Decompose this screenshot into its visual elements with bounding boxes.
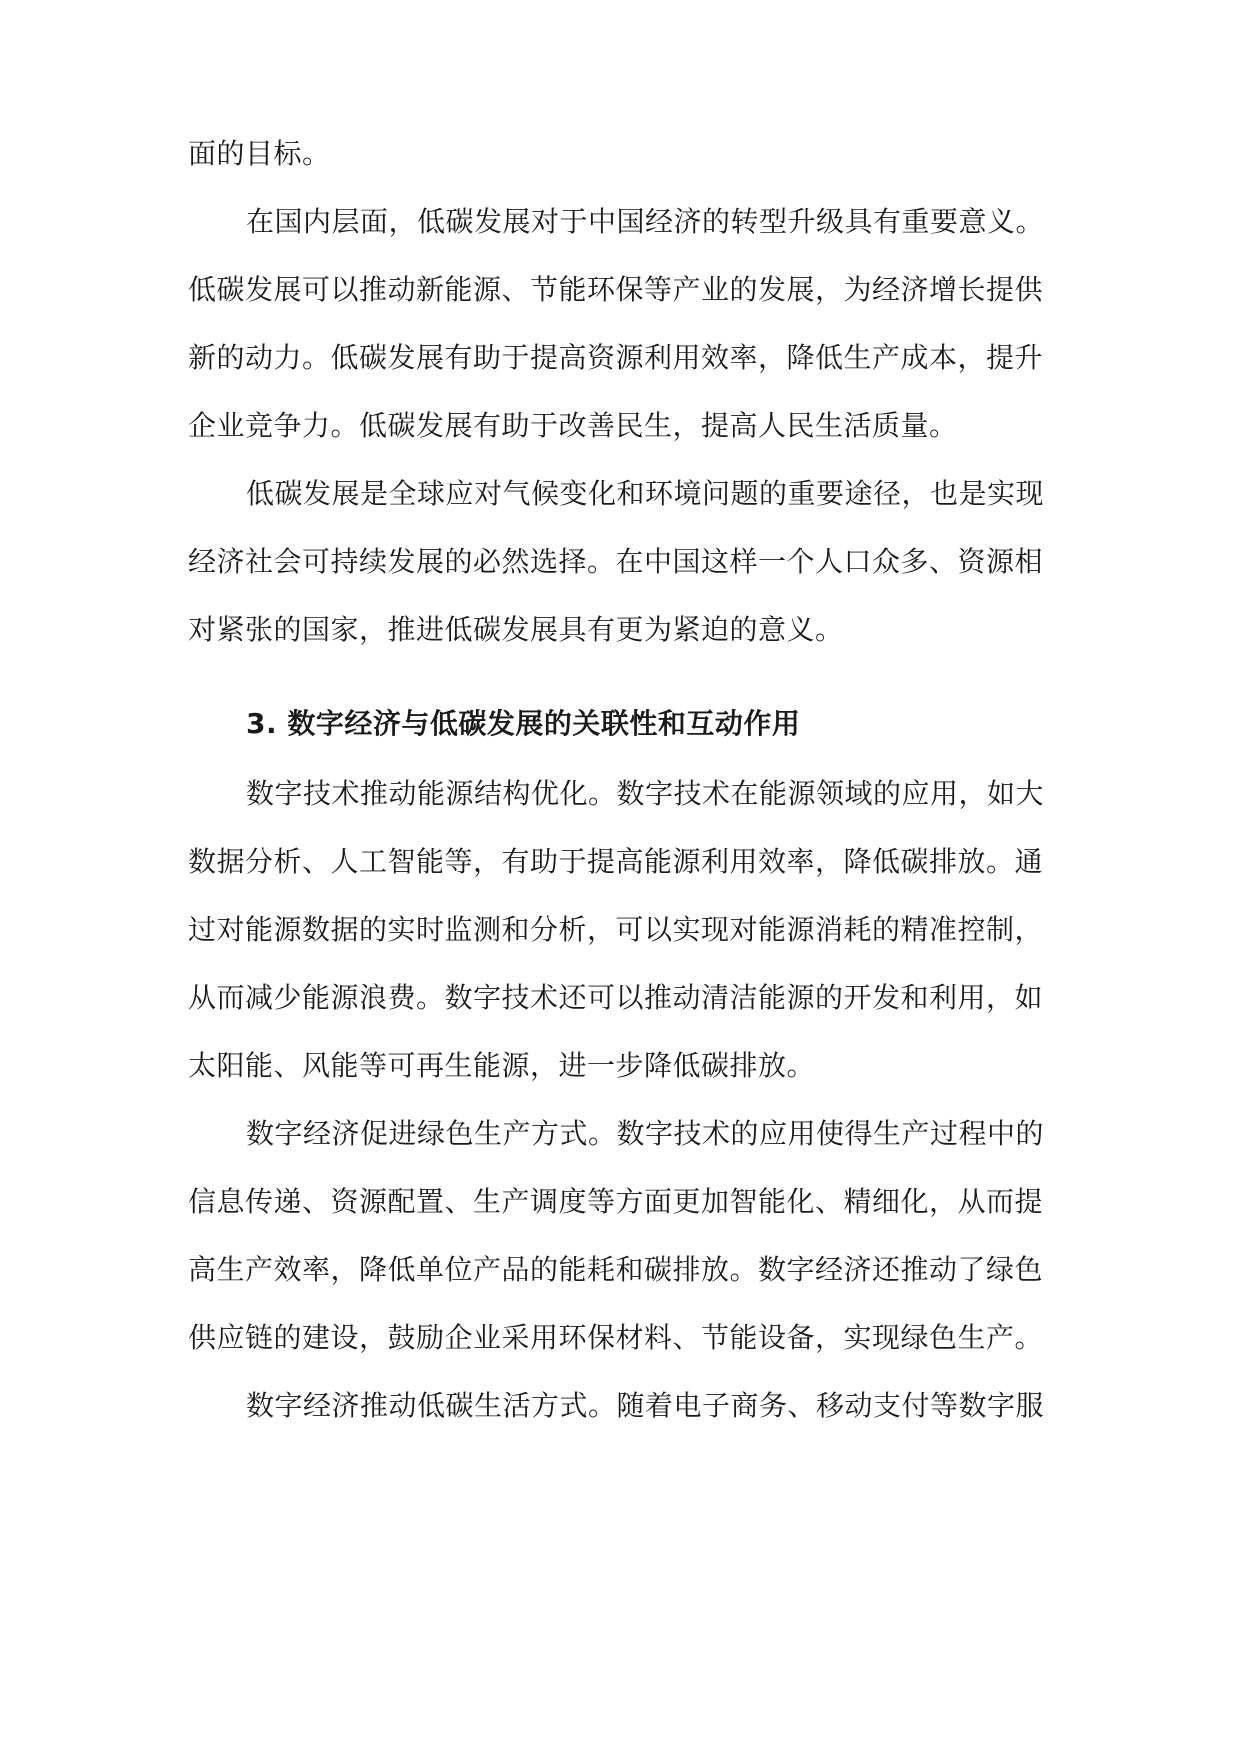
text-line: 对紧张的国家，推进低碳发展具有更为紧迫的意义。 bbox=[188, 613, 844, 646]
text-line: 高生产效率，降低单位产品的能耗和碳排放。数字经济还推动了绿色 bbox=[188, 1253, 1044, 1286]
text-line: 面的目标。 bbox=[188, 137, 331, 170]
text-line: 低碳发展可以推动新能源、节能环保等产业的发展，为经济增长提供 bbox=[188, 273, 1044, 306]
paragraph-start: 数字经济推动低碳生活方式。随着电子商务、移动支付等数字服 bbox=[246, 1389, 1045, 1422]
text-line: 信息传递、资源配置、生产调度等方面更加智能化、精细化，从而提 bbox=[188, 1185, 1044, 1218]
paragraph-start: 低碳发展是全球应对气候变化和环境问题的重要途径，也是实现 bbox=[246, 477, 1045, 510]
text-line: 新的动力。低碳发展有助于提高资源利用效率，降低生产成本，提升 bbox=[188, 341, 1044, 374]
text-line: 从而减少能源浪费。数字技术还可以推动清洁能源的开发和利用，如 bbox=[188, 981, 1044, 1014]
paragraph-start: 在国内层面，低碳发展对于中国经济的转型升级具有重要意义。 bbox=[246, 205, 1045, 238]
text-line: 过对能源数据的实时监测和分析，可以实现对能源消耗的精准控制， bbox=[188, 913, 1044, 946]
text-line: 太阳能、风能等可再生能源，进一步降低碳排放。 bbox=[188, 1049, 816, 1082]
text-line: 企业竞争力。低碳发展有助于改善民生，提高人民生活质量。 bbox=[188, 409, 958, 442]
text-line: 经济社会可持续发展的必然选择。在中国这样一个人口众多、资源相 bbox=[188, 545, 1044, 578]
paragraph-start: 数字经济促进绿色生产方式。数字技术的应用使得生产过程中的 bbox=[246, 1117, 1045, 1150]
paragraph-start: 数字技术推动能源结构优化。数字技术在能源领域的应用，如大 bbox=[246, 777, 1045, 810]
text-line: 数据分析、人工智能等，有助于提高能源利用效率，降低碳排放。通 bbox=[188, 845, 1044, 878]
text-line: 供应链的建设，鼓励企业采用环保材料、节能设备，实现绿色生产。 bbox=[188, 1321, 1044, 1354]
section-heading: 3. 数字经济与低碳发展的关联性和互动作用 bbox=[246, 707, 801, 740]
